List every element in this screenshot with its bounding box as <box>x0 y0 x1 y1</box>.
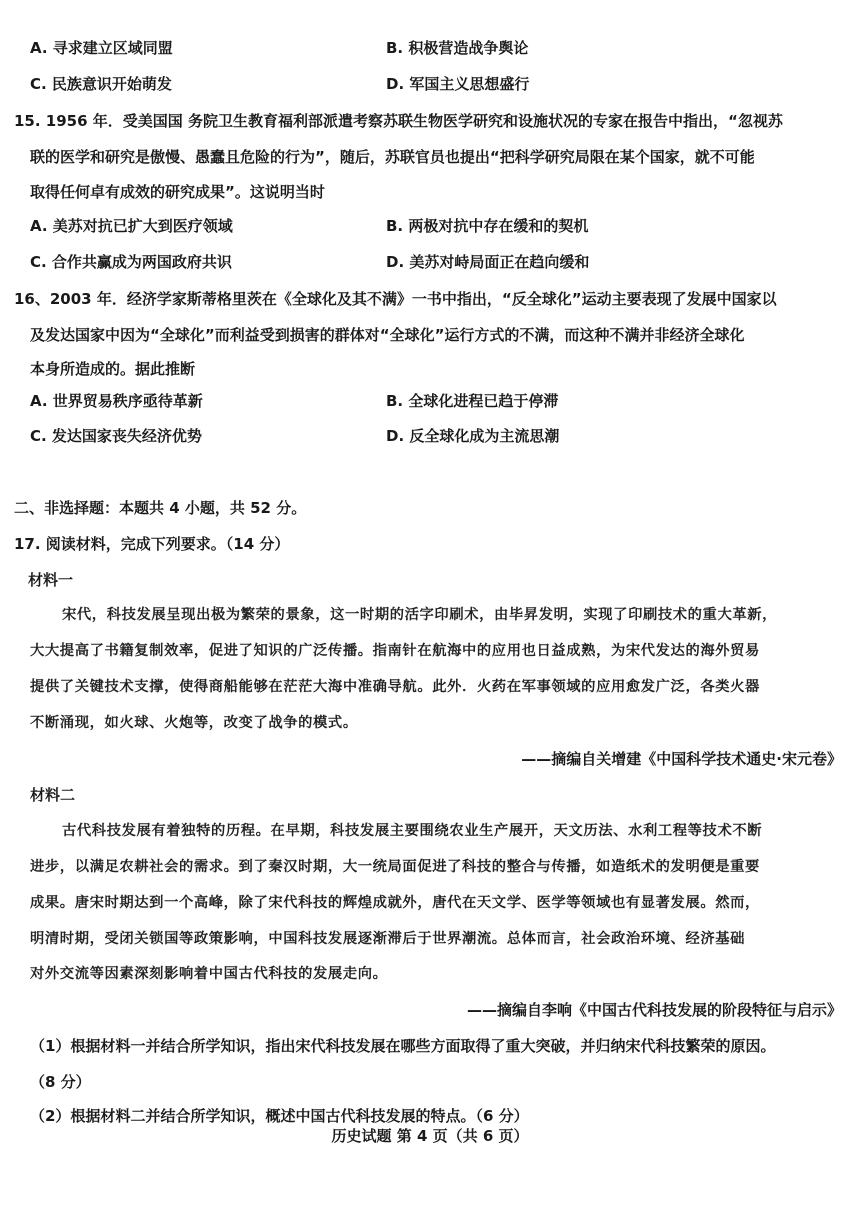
q16-option-b: B. 全球化进程已趋于停滞 <box>386 392 559 410</box>
page-footer: 历史试题 第 4 页（共 6 页） <box>331 1127 529 1145</box>
material1-line-2: 大大提高了书籍复制效率，促进了知识的广泛传播。指南针在航海中的应用也日益成熟，为宋代发达的海外贸易 <box>30 643 760 659</box>
q16-stem-line-2: 及发达国家中因为“全球化”而利益受到损害的群体对“全球化”运行方式的不满，而这种不满并非经济全球化 <box>30 326 745 344</box>
subquestion-1-line-1: （1）根据材料一并结合所学知识，指出宋代科技发展在哪些方面取得了重大突破，并归纳宋代科技繁荣的原因。 <box>30 1037 776 1055</box>
q16-option-a: A. 世界贸易秩序亟待革新 <box>30 392 203 410</box>
material1-line-4: 不断涌现，如火球、火炮等，改变了战争的模式。 <box>30 715 358 731</box>
q14-option-c: C. 民族意识开始萌发 <box>30 75 172 93</box>
q15-option-d: D. 美苏对峙局面正在趋向缓和 <box>386 253 590 271</box>
q15-stem-line-2: 联的医学和研究是傲慢、愚蠢且危险的行为”，随后，苏联官员也提出“把科学研究局限在某个国家，就不可能 <box>30 148 755 166</box>
q15-option-a: A. 美苏对抗已扩大到医疗领域 <box>30 217 233 235</box>
q15-option-b: B. 两极对抗中存在缓和的契机 <box>386 217 589 235</box>
material1-source: ——摘编自关增建《中国科学技术通史·宋元卷》 <box>521 750 842 768</box>
q14-option-d: D. 军国主义思想盛行 <box>386 75 530 93</box>
q15-stem-line-1: 15. 1956 年．受美国国 务院卫生教育福利部派遣考察苏联生物医学研究和设施状况的专家在报告中指出，“忽视苏 <box>14 112 783 130</box>
q14-option-a: A. 寻求建立区域同盟 <box>30 39 173 57</box>
material2-line-1: 古代科技发展有着独特的历程。在早期，科技发展主要围绕农业生产展开，天文历法、水利工程等技术不断 <box>62 823 763 839</box>
q15-stem-line-3: 取得任何卓有成效的研究成果”。这说明当时 <box>30 183 325 201</box>
material1-label: 材料一 <box>28 571 74 589</box>
q17-stem: 17. 阅读材料，完成下列要求。（14 分） <box>14 535 290 553</box>
q16-option-c: C. 发达国家丧失经济优势 <box>30 427 202 445</box>
q14-option-b: B. 积极营造战争舆论 <box>386 39 529 57</box>
material2-label: 材料二 <box>30 786 76 804</box>
subquestion-2: （2）根据材料二并结合所学知识，概述中国古代科技发展的特点。（6 分） <box>30 1107 529 1125</box>
material2-line-4: 明清时期，受闭关锁国等政策影响，中国科技发展逐渐滞后于世界潮流。总体而言，社会政治环境、经济基础 <box>30 931 746 947</box>
material1-line-1: 宋代，科技发展呈现出极为繁荣的景象，这一时期的活字印刷术，由毕昇发明，实现了印刷技术的重大革新， <box>62 607 778 623</box>
material2-source: ——摘编自李响《中国古代科技发展的阶段特征与启示》 <box>466 1001 842 1019</box>
material2-line-5: 对外交流等因素深刻影响着中国古代科技的发展走向。 <box>30 966 388 982</box>
subquestion-1-line-2: （8 分） <box>30 1073 91 1091</box>
q16-stem-line-3: 本身所造成的。据此推断 <box>30 360 196 378</box>
q15-option-c: C. 合作共赢成为两国政府共识 <box>30 253 232 271</box>
q16-stem-line-1: 16、2003 年．经济学家斯蒂格里茨在《全球化及其不满》一书中指出，“反全球化”运动主要表现了发展中国家以 <box>14 290 777 308</box>
section2-heading: 二、非选择题：本题共 4 小题，共 52 分。 <box>14 499 307 517</box>
material2-line-3: 成果。唐宋时期达到一个高峰，除了宋代科技的辉煌成就外，唐代在天文学、医学等领域也有显著发展。然而， <box>30 895 760 911</box>
q16-option-d: D. 反全球化成为主流思潮 <box>386 427 560 445</box>
material2-line-2: 进步，以满足农耕社会的需求。到了秦汉时期，大一统局面促进了科技的整合与传播，如造纸术的发明便是重要 <box>30 859 760 875</box>
material1-line-3: 提供了关键技术支撑，使得商船能够在茫茫大海中准确导航。此外．火药在军事领域的应用愈发广泛，各类火器 <box>30 679 760 695</box>
